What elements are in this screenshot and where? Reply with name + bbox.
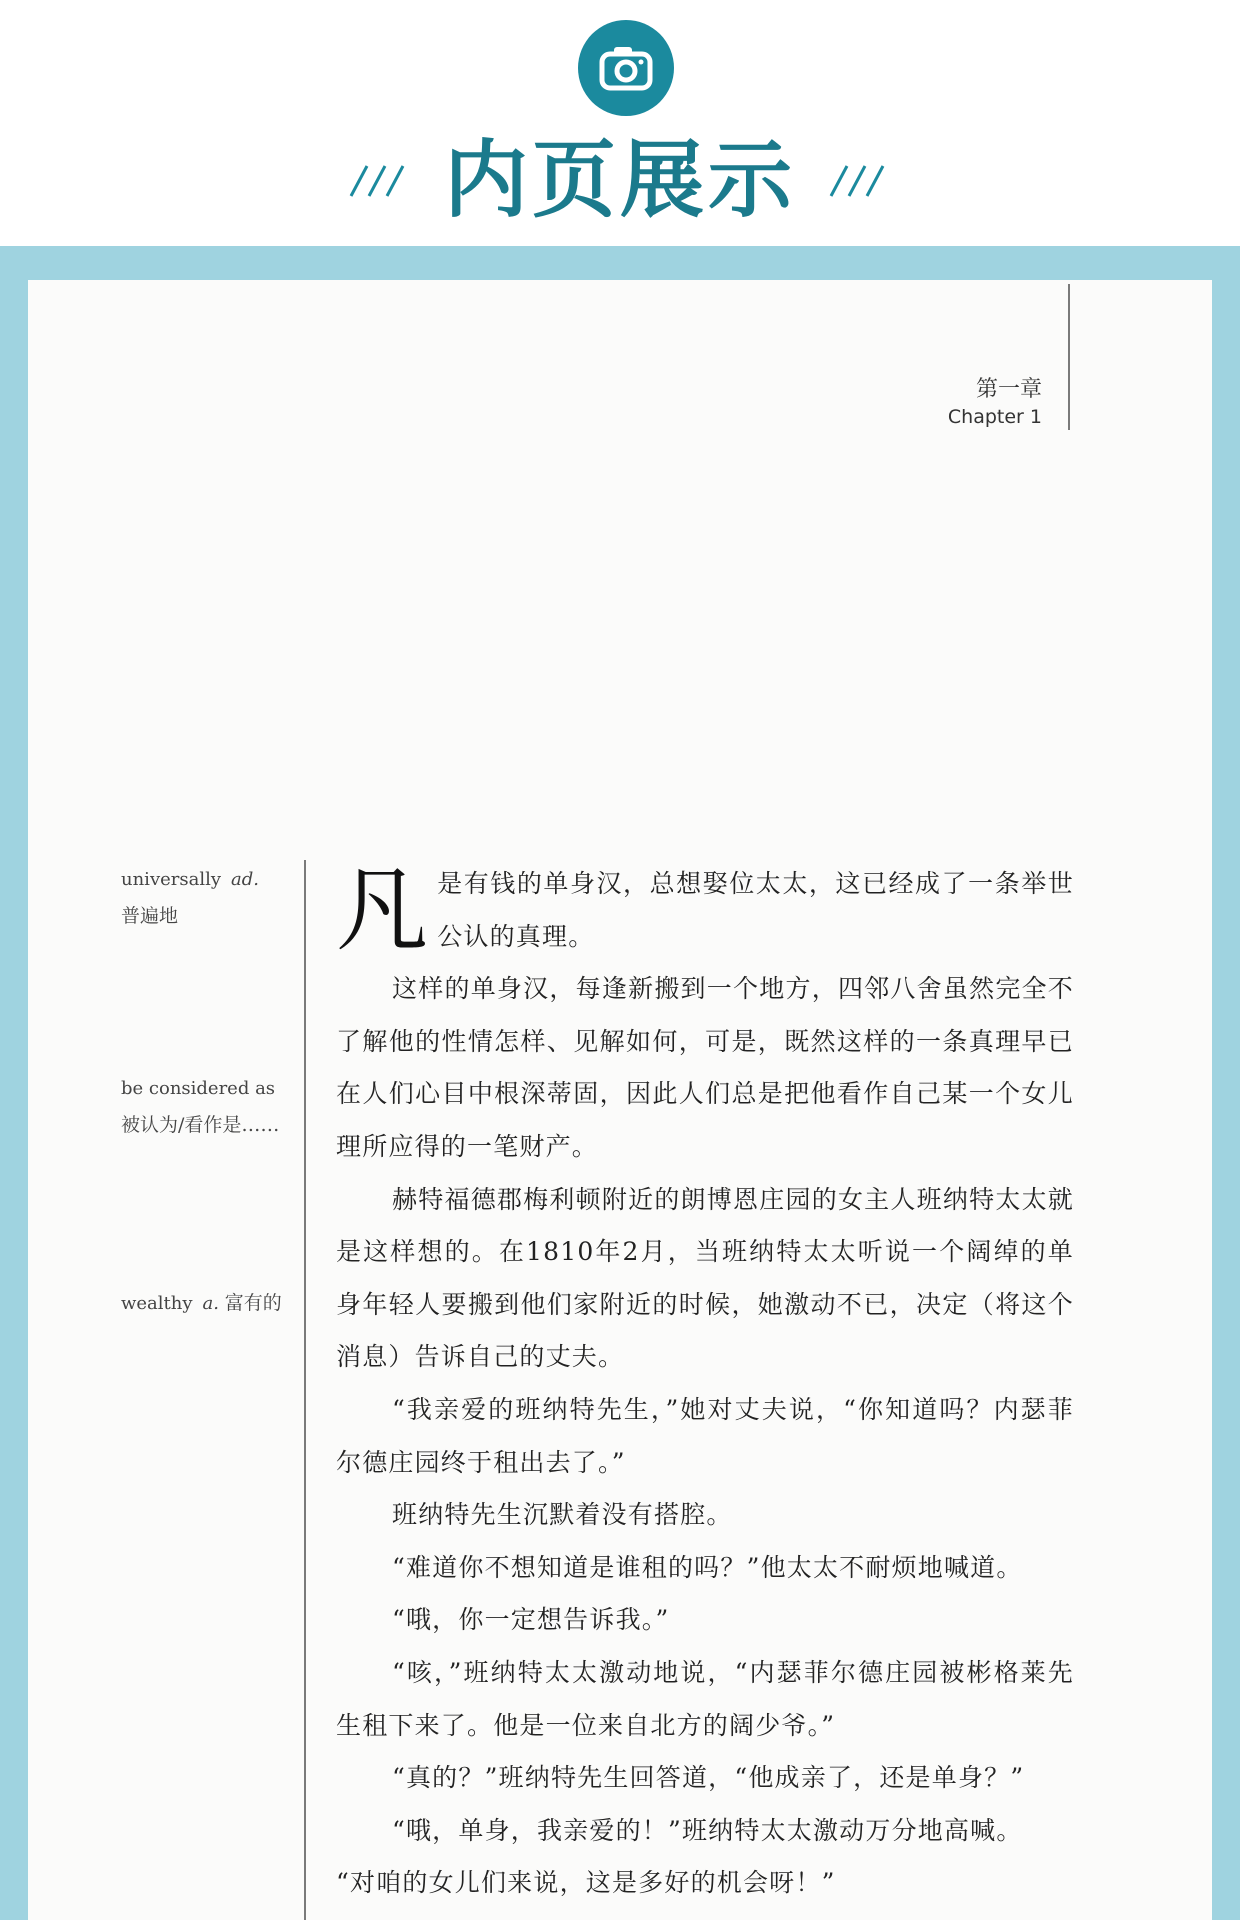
left-slash-decoration bbox=[345, 160, 415, 200]
right-slash-decoration bbox=[825, 160, 895, 200]
paragraph: “哦，你一定想告诉我。” bbox=[392, 1605, 670, 1635]
paragraph: “难道你不想知道是谁租的吗？”他太太不耐烦地喊道。 bbox=[392, 1552, 1023, 1582]
glossary-meaning: 富有的 bbox=[224, 1292, 282, 1314]
glossary-entry bbox=[121, 862, 259, 934]
glossary-word: universally bbox=[121, 869, 222, 890]
glossary-word: wealthy bbox=[121, 1293, 193, 1314]
glossary-word: be considered as bbox=[121, 1078, 276, 1099]
paragraph: “我亲爱的班纳特先生，”她对丈夫说，“你知道吗？内瑟菲尔德庄园终于租出去了。” bbox=[336, 1394, 1074, 1477]
glossary-meaning: 被认为/看作是…… bbox=[121, 1114, 280, 1136]
page-title: 内页展示 bbox=[443, 131, 796, 229]
dropcap: 凡 bbox=[336, 857, 430, 964]
glossary-pos: a. bbox=[202, 1293, 219, 1314]
paragraph: 班纳特先生沉默着没有搭腔。 bbox=[392, 1500, 733, 1530]
glossary-pos: ad. bbox=[231, 869, 260, 890]
chapter-divider bbox=[1068, 284, 1070, 430]
section-header bbox=[0, 130, 1240, 230]
paragraph: “哦，单身，我亲爱的！”班纳特太太激动万分地高喊。 bbox=[392, 1815, 1023, 1845]
glossary-entry bbox=[121, 1285, 282, 1322]
glossary-divider bbox=[304, 860, 306, 1920]
glossary-entry bbox=[121, 1071, 279, 1143]
paragraph bbox=[336, 858, 1074, 963]
chapter-number-cn: 第一章 bbox=[975, 377, 1042, 402]
paragraph: 这样的单身汉，每逢新搬到一个地方，四邻八舍虽然完全不了解他的性情怎样、见解如何，可是，既然这样的一条真理早已在人们心目中根深蒂固，因此人们总是把他看作自己某一个女儿理所应得的一笔财产。 bbox=[336, 974, 1074, 1161]
camera-badge bbox=[578, 20, 674, 116]
glossary-meaning: 普遍地 bbox=[121, 905, 179, 927]
paragraph: “对咱的女儿们来说，这是多好的机会呀！” bbox=[336, 1868, 836, 1898]
chapter-body bbox=[336, 858, 1074, 1910]
paragraph-text: 是有钱的单身汉，总想娶位太太，这已经成了一条举世公认的真理。 bbox=[437, 869, 1074, 951]
paragraph: “咳，”班纳特太太激动地说，“内瑟菲尔德庄园被彬格莱先生租下来了。他是一位来自北方的阔少爷。” bbox=[336, 1657, 1074, 1740]
paragraph: 赫特福德郡梅利顿附近的朗博恩庄园的女主人班纳特太太就是这样想的。在1810年2月，当班纳特太太听说一个阔绰的单身年轻人要搬到他们家附近的时候，她激动不已，决定（将这个消息）告诉自己的丈夫。 bbox=[336, 1184, 1074, 1372]
chapter-number-en: Chapter 1 bbox=[947, 406, 1042, 428]
paragraph: “真的？”班纳特先生回答道，“他成亲了，还是单身？” bbox=[392, 1763, 1025, 1793]
camera-icon bbox=[596, 38, 656, 98]
